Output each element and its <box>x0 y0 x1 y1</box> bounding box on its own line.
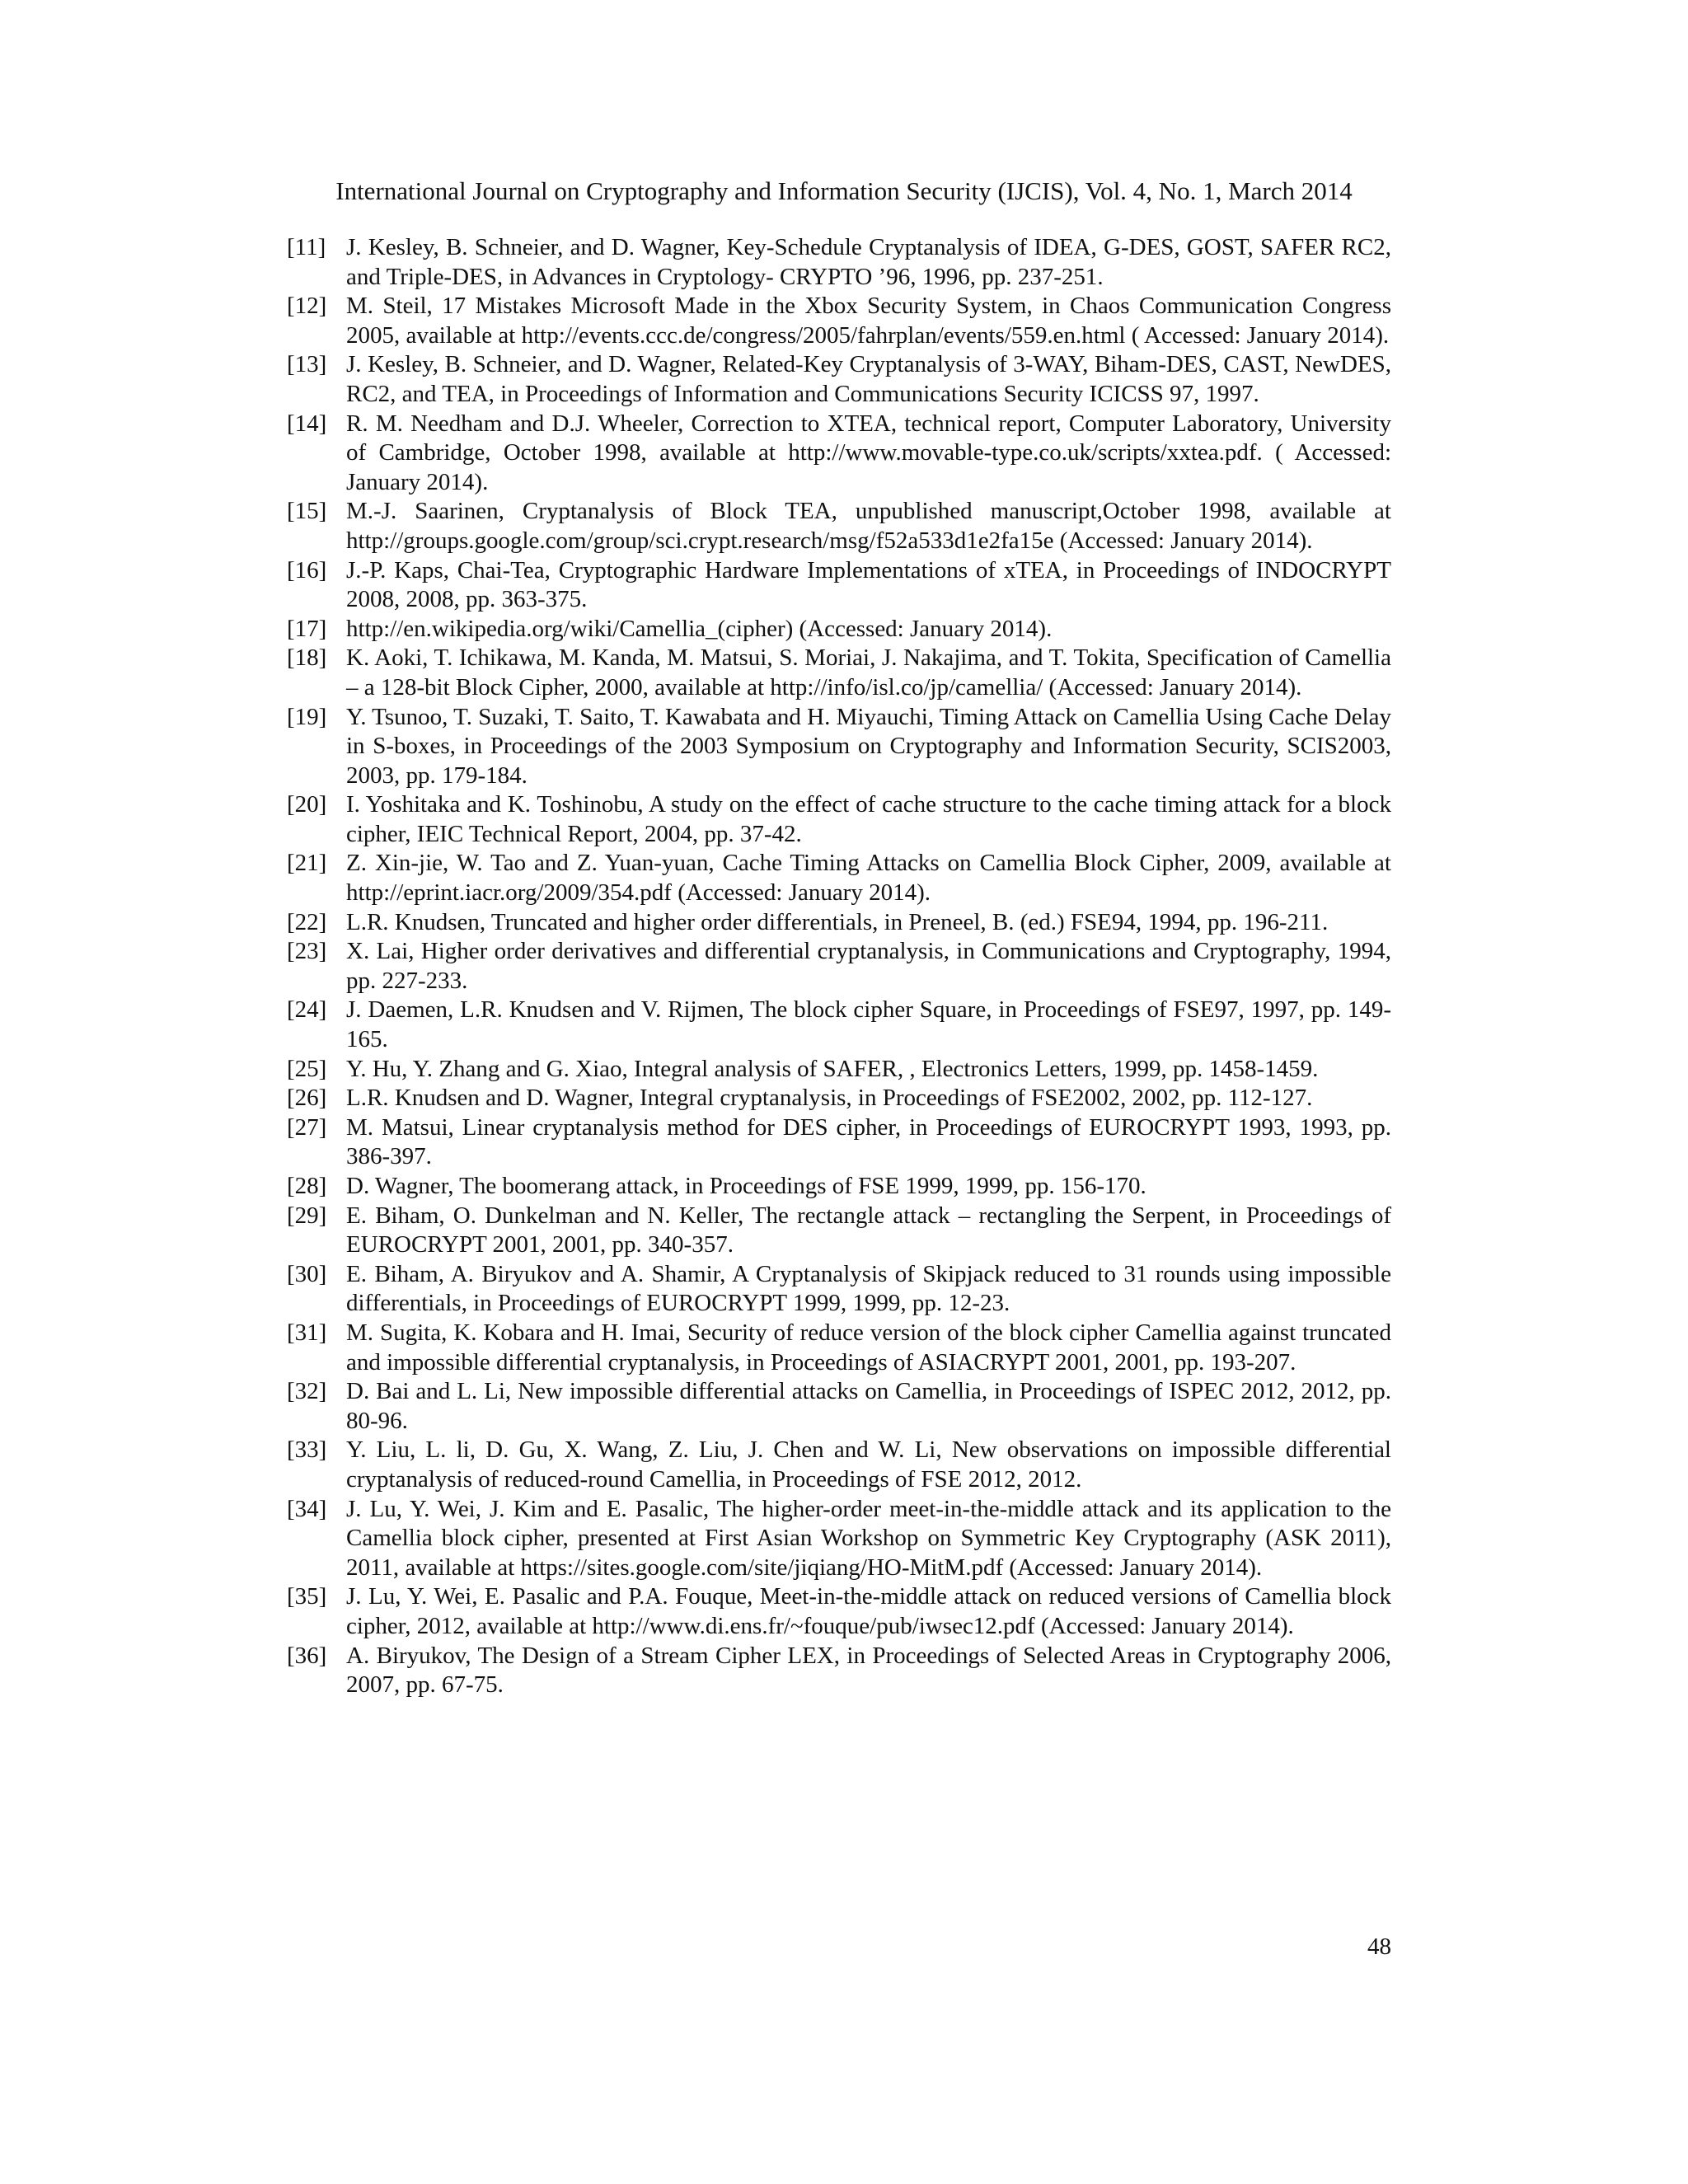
reference-number: [13] <box>287 351 327 378</box>
reference-number: [20] <box>287 791 327 818</box>
reference-item <box>287 615 1391 644</box>
reference-item <box>287 1055 1391 1085</box>
reference-item <box>287 1582 1391 1641</box>
reference-number: [25] <box>287 1055 327 1082</box>
reference-item <box>287 908 1391 938</box>
reference-text: M. Sugita, K. Kobara and H. Imai, Security of reduce version of the block cipher Camellia against truncated and impossible differential cryptanalysis, in Proceedings of ASIACRYPT 2001, 2001, pp. 193-207. <box>346 1319 1391 1376</box>
reference-number: [21] <box>287 850 327 877</box>
reference-number: [34] <box>287 1495 327 1522</box>
reference-item <box>287 292 1391 350</box>
reference-number: [22] <box>287 908 327 935</box>
reference-number: [14] <box>287 410 327 437</box>
reference-item <box>287 1642 1391 1700</box>
reference-number: [23] <box>287 938 327 965</box>
reference-text: L.R. Knudsen, Truncated and higher order differentials, in Preneel, B. (ed.) FSE94, 1994, pp. 196-211. <box>346 908 1329 935</box>
reference-text: J. Kesley, B. Schneier, and D. Wagner, Key-Schedule Cryptanalysis of IDEA, G-DES, GOST, SAFER RC2, and Triple-DES, in Advances in Cryptology- CRYPTO ’96, 1996, pp. 237-251. <box>346 234 1391 290</box>
reference-text: Y. Liu, L. li, D. Gu, X. Wang, Z. Liu, J. Chen and W. Li, New observations on impossible differential cryptanalysis of reduced-round Camellia, in Proceedings of FSE 2012, 2012. <box>346 1436 1391 1493</box>
reference-text: J.-P. Kaps, Chai-Tea, Cryptographic Hardware Implementations of xTEA, in Proceedings of INDOCRYPT 2008, 2008, pp. 363-375. <box>346 556 1391 613</box>
reference-item <box>287 1260 1391 1319</box>
reference-text: http://en.wikipedia.org/wiki/Camellia_(cipher) (Accessed: January 2014). <box>346 615 1053 642</box>
reference-item <box>287 497 1391 555</box>
reference-text: R. M. Needham and D.J. Wheeler, Correction to XTEA, technical report, Computer Laboratory, University of Cambridge, October 1998, available at http://www.movable-type.co.uk/scripts/xxtea.pdf. ( Accessed: January 2014). <box>346 410 1391 495</box>
reference-text: Z. Xin-jie, W. Tao and Z. Yuan-yuan, Cache Timing Attacks on Camellia Block Cipher, 2009, available at http://eprint.iacr.org/2009/354.pdf (Accessed: January 2014). <box>346 850 1391 907</box>
reference-number: [19] <box>287 703 327 730</box>
reference-item <box>287 644 1391 702</box>
reference-number: [27] <box>287 1113 327 1141</box>
reference-number: [12] <box>287 293 327 320</box>
reference-number: [15] <box>287 498 327 525</box>
reference-number: [11] <box>287 234 326 260</box>
reference-text: A. Biryukov, The Design of a Stream Cipher LEX, in Proceedings of Selected Areas in Cryptography 2006, 2007, pp. 67-75. <box>346 1642 1391 1699</box>
reference-number: [16] <box>287 556 327 583</box>
reference-text: K. Aoki, T. Ichikawa, M. Kanda, M. Matsui, S. Moriai, J. Nakajima, and T. Tokita, Specification of Camellia – a 128-bit Block Cipher, 2000, available at http://info/isl.co/jp/camellia/ (Accessed: January 2014). <box>346 644 1391 701</box>
reference-text: E. Biham, O. Dunkelman and N. Keller, The rectangle attack – rectangling the Serpent, in Proceedings of EUROCRYPT 2001, 2001, pp. 340-357. <box>346 1202 1391 1258</box>
reference-text: M.-J. Saarinen, Cryptanalysis of Block TEA, unpublished manuscript,October 1998, available at http://groups.google.com/group/sci.crypt.research/msg/f52a533d1e2fa15e (Accessed: January 2014). <box>346 498 1391 554</box>
reference-item <box>287 410 1391 498</box>
reference-item <box>287 790 1391 849</box>
reference-text: L.R. Knudsen and D. Wagner, Integral cryptanalysis, in Proceedings of FSE2002, 2002, pp. 112-127. <box>346 1085 1313 1112</box>
reference-number: [35] <box>287 1583 327 1610</box>
reference-item <box>287 1495 1391 1583</box>
reference-number: [26] <box>287 1085 327 1112</box>
reference-item <box>287 1436 1391 1494</box>
reference-text: J. Daemen, L.R. Knudsen and V. Rijmen, The block cipher Square, in Proceedings of FSE97, 1997, pp. 149-165. <box>346 996 1391 1053</box>
page-number: 48 <box>1367 1933 1391 1960</box>
reference-item <box>287 1113 1391 1172</box>
reference-number: [36] <box>287 1642 327 1669</box>
reference-number: [31] <box>287 1319 327 1346</box>
reference-text: J. Lu, Y. Wei, E. Pasalic and P.A. Fouque, Meet-in-the-middle attack on reduced versions of Camellia block cipher, 2012, available at http://www.di.ens.fr/~fouque/pub/iwsec12.pdf (Accessed: January 2014). <box>346 1583 1391 1639</box>
reference-item <box>287 1172 1391 1202</box>
reference-item <box>287 937 1391 996</box>
reference-text: J. Kesley, B. Schneier, and D. Wagner, Related-Key Cryptanalysis of 3-WAY, Biham-DES, CAST, NewDES, RC2, and TEA, in Proceedings of Information and Communications Security ICICSS 97, 1997. <box>346 351 1391 407</box>
reference-number: [28] <box>287 1173 327 1199</box>
reference-text: J. Lu, Y. Wei, J. Kim and E. Pasalic, The higher-order meet-in-the-middle attack and its application to the Camellia block cipher, presented at First Asian Workshop on Symmetric Key Cryptography (ASK 2011), 2011, available at https://sites.google.com/site/jiqiang/HO-MitM.pdf (Accessed: January 2014). <box>346 1495 1391 1581</box>
reference-number: [32] <box>287 1378 327 1405</box>
reference-text: X. Lai, Higher order derivatives and differential cryptanalysis, in Communications and Cryptography, 1994, pp. 227-233. <box>346 938 1391 994</box>
reference-text: I. Yoshitaka and K. Toshinobu, A study on the effect of cache structure to the cache timing attack for a block cipher, IEIC Technical Report, 2004, pp. 37-42. <box>346 791 1391 847</box>
reference-item <box>287 849 1391 907</box>
reference-item <box>287 233 1391 292</box>
reference-list <box>287 233 1391 1700</box>
reference-item <box>287 556 1391 615</box>
reference-item <box>287 350 1391 409</box>
reference-text: Y. Hu, Y. Zhang and G. Xiao, Integral analysis of SAFER, , Electronics Letters, 1999, pp. 1458-1459. <box>346 1055 1319 1082</box>
reference-number: [29] <box>287 1202 327 1229</box>
reference-item <box>287 1319 1391 1377</box>
reference-number: [33] <box>287 1436 327 1464</box>
reference-text: M. Matsui, Linear cryptanalysis method for DES cipher, in Proceedings of EUROCRYPT 1993, 1993, pp. 386-397. <box>346 1113 1391 1170</box>
reference-number: [17] <box>287 615 327 642</box>
reference-item <box>287 1084 1391 1113</box>
reference-item <box>287 703 1391 791</box>
reference-item <box>287 996 1391 1054</box>
reference-item <box>287 1377 1391 1436</box>
reference-number: [30] <box>287 1260 327 1287</box>
running-header: International Journal on Cryptography and Information Security (IJCIS), Vol. 4, No. 1, March 2014 <box>335 176 1353 205</box>
reference-item <box>287 1202 1391 1260</box>
reference-text: D. Wagner, The boomerang attack, in Proceedings of FSE 1999, 1999, pp. 156-170. <box>346 1173 1146 1199</box>
reference-number: [18] <box>287 644 327 672</box>
reference-text: Y. Tsunoo, T. Suzaki, T. Saito, T. Kawabata and H. Miyauchi, Timing Attack on Camellia Using Cache Delay in S-boxes, in Proceedings of the 2003 Symposium on Cryptography and Information Security, SCIS2003, 2003, pp. 179-184. <box>346 703 1391 789</box>
reference-text: E. Biham, A. Biryukov and A. Shamir, A Cryptanalysis of Skipjack reduced to 31 rounds using impossible differentials, in Proceedings of EUROCRYPT 1999, 1999, pp. 12-23. <box>346 1260 1391 1317</box>
reference-number: [24] <box>287 996 327 1024</box>
reference-text: D. Bai and L. Li, New impossible differential attacks on Camellia, in Proceedings of ISPEC 2012, 2012, pp. 80-96. <box>346 1378 1391 1434</box>
reference-text: M. Steil, 17 Mistakes Microsoft Made in the Xbox Security System, in Chaos Communication Congress 2005, available at http://events.ccc.de/congress/2005/fahrplan/events/559.en.html ( Accessed: January 2014). <box>346 293 1391 349</box>
